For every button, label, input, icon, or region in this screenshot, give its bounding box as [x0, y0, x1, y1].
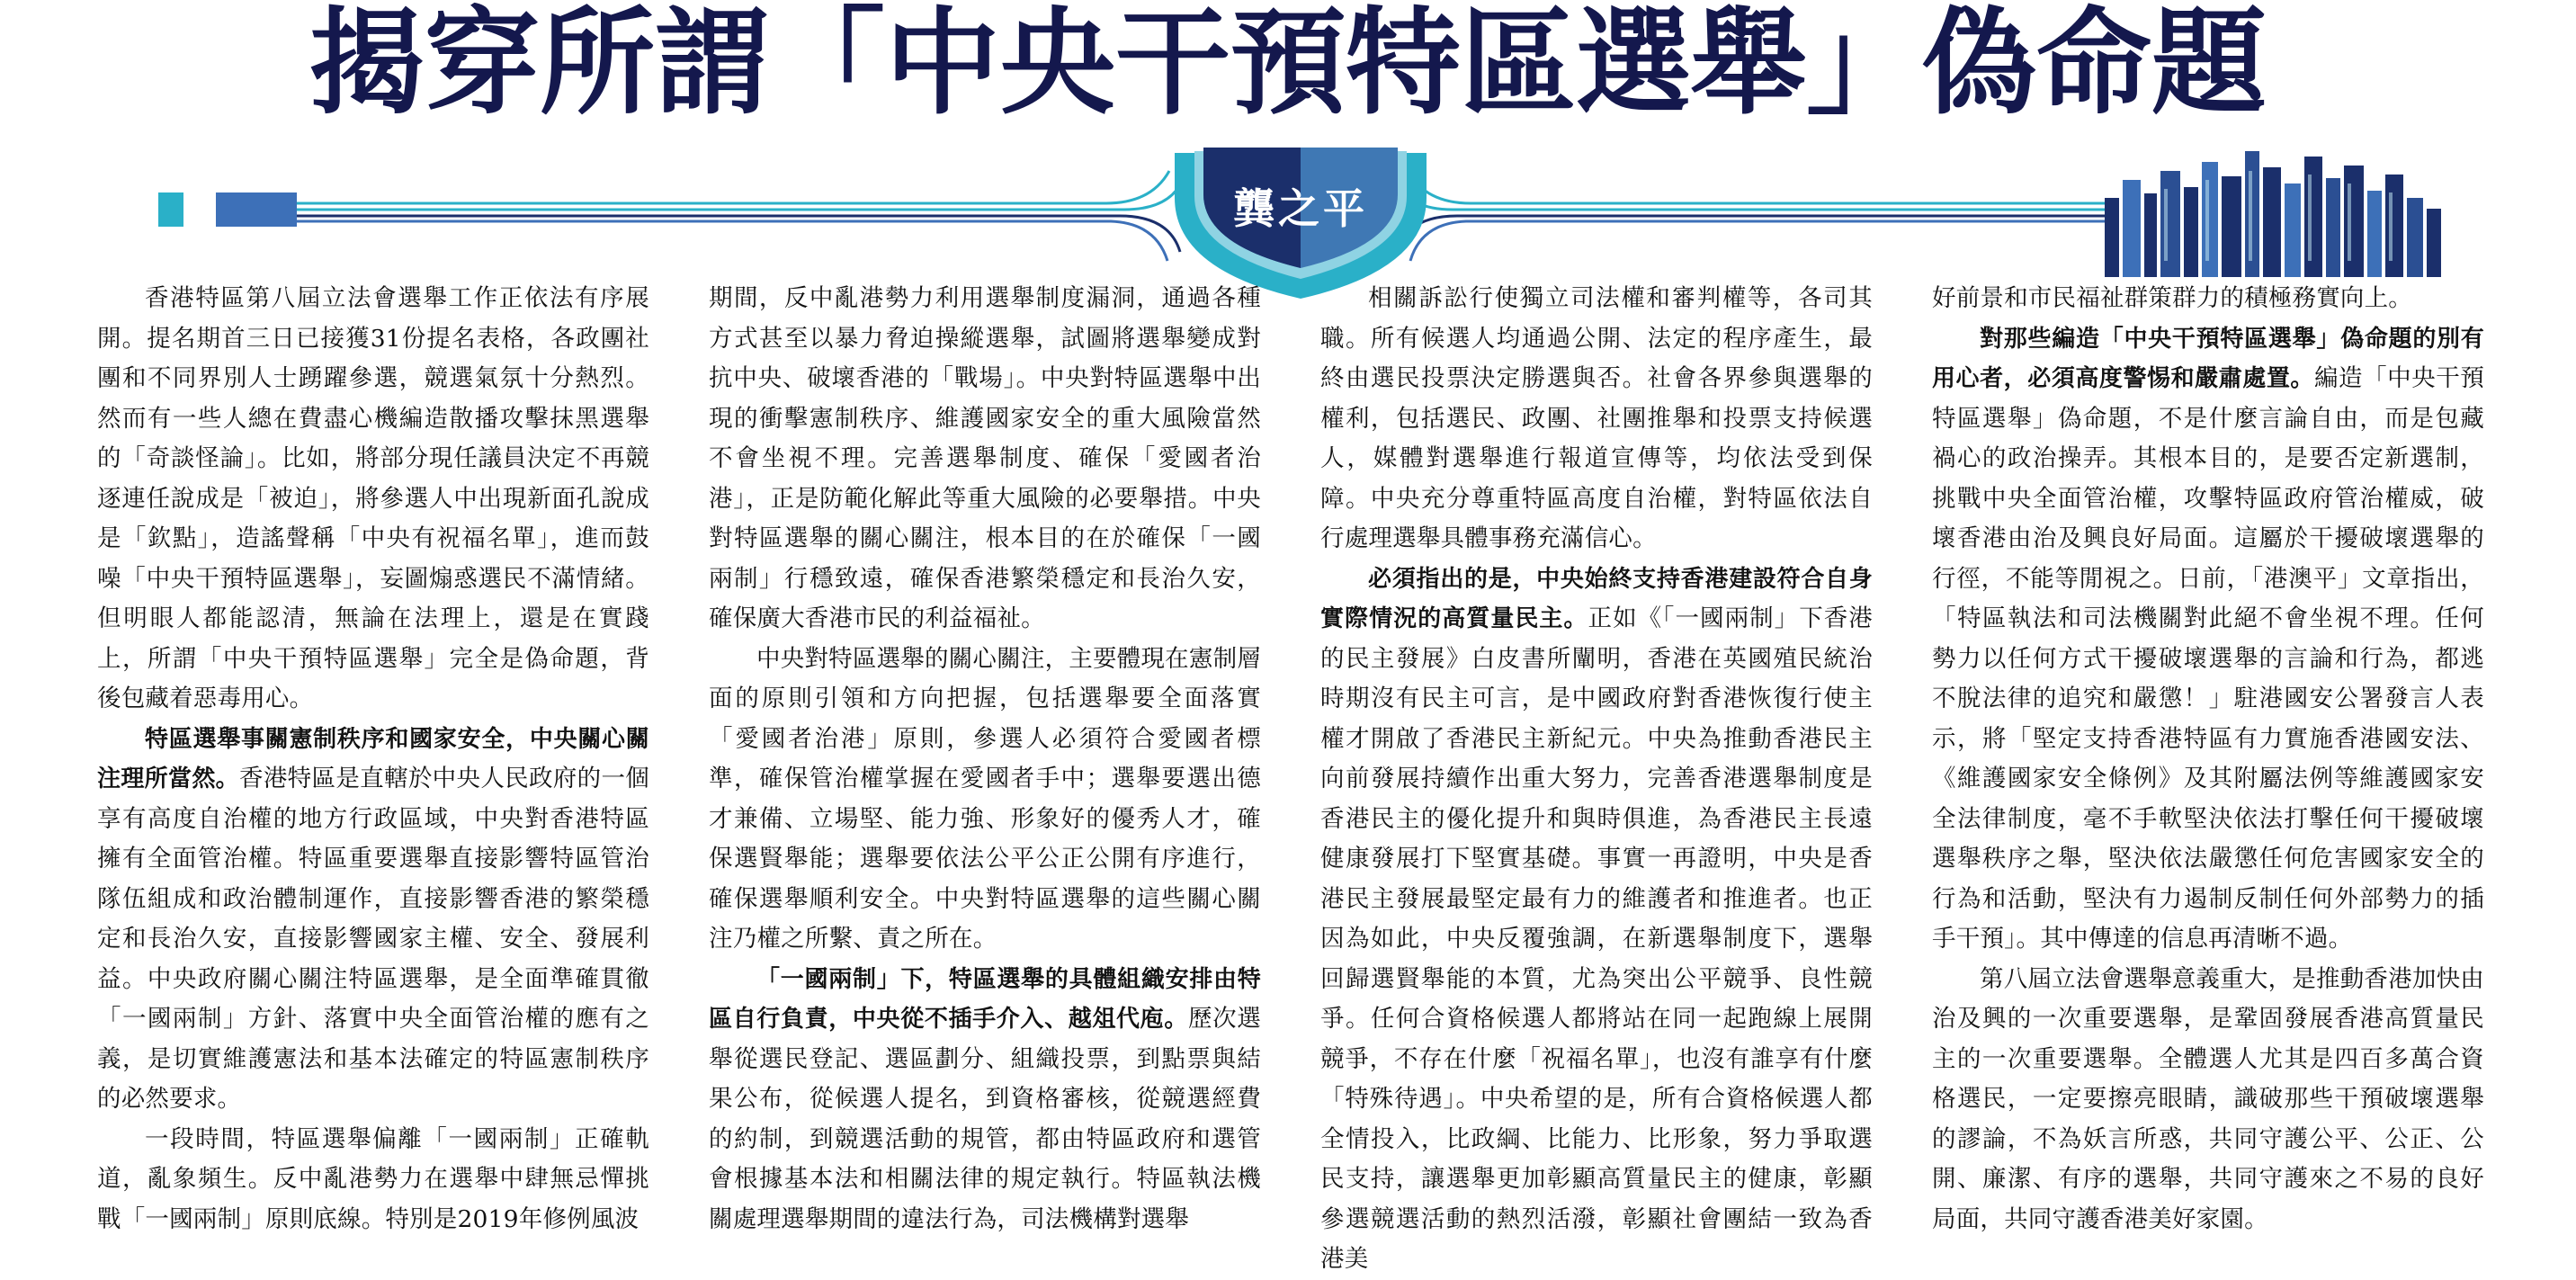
paragraph: 相關訴訟行使獨立司法權和審判權等，各司其職。所有候選人均通過公開、法定的程序產生，最終由選民投票決定勝選與否。社會各界參與選舉的權利，包括選民、政團、社團推舉和投票支持候選人，媒體對選舉進行報道宣傳等，均依法受到保障。中央充分尊重特區高度自治權，對特區依法自行處理選舉具體事務充滿信心。 [1320, 284, 1873, 552]
paragraph: 期間，反中亂港勢力利用選舉制度漏洞，通過各種方式甚至以暴力脅迫操縱選舉，試圖將選舉變成對抗中央、破壞香港的「戰場」。中央對特區選舉中出現的衝擊憲制秩序、維護國家安全的重大風險當然不會坐視不理。完善選舉制度、確保「愛國者治港」，正是防範化解此等重大風險的必要舉措。中央對特區選舉的關心關注，根本目的在於確保「一國兩制」行穩致遠，確保香港繁榮穩定和長治久安，確保廣大香港市民的利益福祉。 [709, 284, 1261, 632]
article-column-1 [97, 279, 649, 1250]
headline-wrapper [0, 0, 2576, 130]
deco-left-lines [297, 171, 1183, 261]
paragraph: 特區選舉事關憲制秩序和國家安全，中央關心關注理所當然。香港特區是直轄於中央人民政府的一個享有高度自治權的地方行政區域，中央對香港特區擁有全面管治權。特區重要選舉直接影響特區管治隊伍組成和政治體制運作，直接影響香港的繁榮穩定和長治久安，直接影響國家主權、安全、發展利益。中央政府關心關注特區選舉，是全面準確貫徹「一國兩制」方針、落實中央全面管治權的應有之義，是切實維護憲法和基本法確定的特區憲制秩序的必然要求。 [97, 725, 650, 1113]
paragraph: 「一國兩制」下，特區選舉的具體組織安排由特區自行負責，中央從不插手介入、越俎代庖。歷次選舉從選民登記、選區劃分、組織投票，到點票與結果公布，從候選人提名，到資格審核，從競選經費的約制，到競選活動的規管，都由特區政府和選管會根據基本法和相關法律的規定執行。特區執法機關處理選舉期間的違法行為，司法機構對選舉 [709, 965, 1261, 1233]
paragraph: 一段時間，特區選舉偏離「一國兩制」正確軌道，亂象頻生。反中亂港勢力在選舉中肆無忌憚挑戰「一國兩制」原則底線。特別是2019年修例風波 [97, 1124, 649, 1233]
paragraph-lead: 對那些編造「中央干預特區選舉」偽命題的別有用心者，必須高度警惕和嚴肅處置。 [1932, 325, 2484, 392]
paragraph: 第八屆立法會選舉意義重大，是推動香港加快由治及興的一次重要選舉，是鞏固發展香港高質量民主的一次重要選舉。全體選人尤其是四百多萬合資格選民，一定要擦亮眼睛，識破那些干預破壞選舉的謬論，不為妖言所惑，共同守護公平、公正、公開、廉潔、有序的選舉，共同守護來之不易的良好局面，共同守護香港美好家園。 [1932, 964, 2484, 1233]
deco-right-lines [1394, 171, 2105, 261]
paragraph-lead: 必須指出的是，中央始終支持香港建設符合自身實際情況的高質量民主。 [1320, 565, 1873, 632]
headline: 揭穿所謂「中央干預特區選舉」偽命題 [309, 0, 2267, 130]
paragraph: 對那些編造「中央干預特區選舉」偽命題的別有用心者，必須高度警惕和嚴肅處置。編造「中央干預特區選舉」偽命題，不是什麼言論自由，而是包藏禍心的政治操弄。其根本目的，是要否定新選制，挑戰中央全面管治權，攻擊特區政府管治權威，破壞香港由治及興良好局面。這屬於干擾破壞選舉的行徑，不能等閒視之。日前，「港澳平」文章指出，「特區執法和司法機關對此絕不會坐視不理。任何勢力以任何方式干擾破壞選舉的言論和行為，都逃不脫法律的追究和嚴懲！」駐港國安公署發言人表示，將「堅定支持香港特區有力實施香港國安法、《維護國家安全條例》及其附屬法例等維護國家安全法律制度，毫不手軟堅決依法打擊任何干擾破壞選舉秩序之舉，堅決依法嚴懲任何危害國家安全的行為和活動，堅決有力遏制反制任何外部勢力的插手干預」。其中傳達的信息再清晰不過。 [1932, 325, 2485, 953]
paragraph: 香港特區第八屆立法會選舉工作正依法有序展開。提名期首三日已接獲31份提名表格，各政團社團和不同界別人士踴躍參選，競選氣氛十分熱烈。然而有一些人總在費盡心機編造散播攻擊抹黑選舉的「奇談怪論」。比如，將部分現任議員決定不再競逐連任說成是「被迫」，將參選人中出現新面孔說成是「欽點」，造謠聲稱「中央有祝福名單」，進而鼓噪「中央干預特區選舉」，妄圖煽惑選民不滿情緒。但明眼人都能認清，無論在法理上，還是在實踐上，所謂「中央干預特區選舉」完全是偽命題，背後包藏着惡毒用心。 [97, 284, 649, 712]
paragraph-lead: 「一國兩制」下，特區選舉的具體組織安排由特區自行負責，中央從不插手介入、越俎代庖。 [709, 965, 1261, 1033]
paragraph: 必須指出的是，中央始終支持香港建設符合自身實際情況的高質量民主。正如《「一國兩制」下香港的民主發展》白皮書所闡明，香港在英國殖民統治時期沒有民主可言，是中國政府對香港恢復行使主權才開啟了香港民主新紀元。中央為推動香港民主向前發展持續作出重大努力，完善香港選舉制度是香港民主的優化提升和與時俱進，為香港民主長遠健康發展打下堅實基礎。事實一再證明，中央是香港民主發展最堅定最有力的維護者和推進者。也正因為如此，中央反覆強調，在新選舉制度下，選舉回歸選賢舉能的本質，尤為突出公平競爭、良性競爭。任何合資格候選人都將站在同一起跑線上展開競爭，不存在什麼「祝福名單」，也沒有誰享有什麼「特殊待遇」。中央希望的是，所有合資格候選人都全情投入，比政綱、比能力、比形象，努力爭取選民支持，讓選舉更加彰顯高質量民主的健康，彰顯參選競選活動的熱烈活潑，彰顯社會團結一致為香港美 [1320, 565, 1874, 1273]
deco-small-square [158, 192, 183, 227]
article-column-3 [1320, 279, 1874, 1273]
paragraph-lead: 特區選舉事關憲制秩序和國家安全，中央關心關注理所當然。 [97, 725, 649, 792]
author-name: 龔之平 [1233, 184, 1368, 233]
article-column-4 [1932, 279, 2484, 1250]
article-column-2 [709, 279, 1261, 1250]
deco-blue-bar [216, 192, 297, 227]
paragraph: 好前景和市民福祉群策群力的積極務實向上。 [1932, 284, 2412, 312]
article-body [97, 279, 2486, 1273]
paragraph: 中央對特區選舉的關心關注，主要體現在憲制層面的原則引領和方向把握，包括選舉要全面落實「愛國者治港」原則，參選人必須符合愛國者標準，確保管治權掌握在愛國者手中；選舉要選出德才兼備、立場堅、能力強、形象好的優秀人才，確保選賢舉能；選舉要依法公平公正公開有序進行，確保選舉順利安全。中央對特區選舉的這些關心關注乃權之所繫、責之所在。 [709, 644, 1261, 953]
